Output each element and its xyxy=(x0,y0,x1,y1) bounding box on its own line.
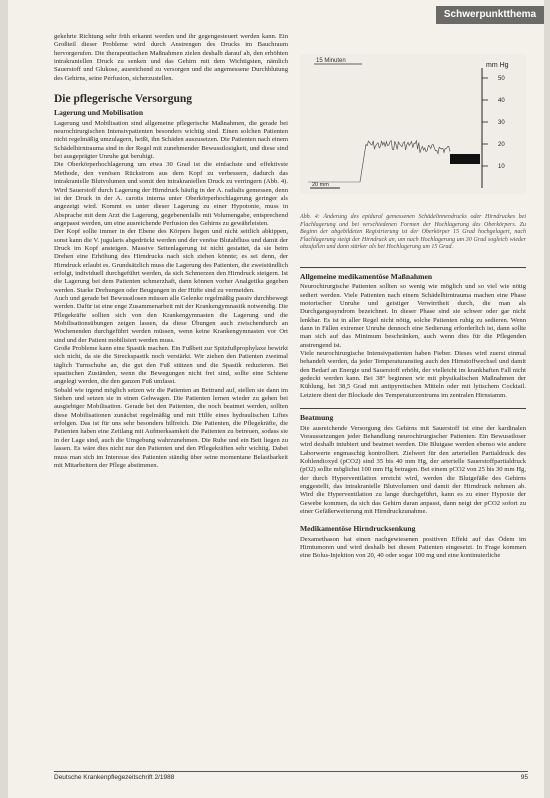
scale-bar-label: 20 mm xyxy=(312,182,329,188)
paragraph: Lagerung und Mobilisation sind allgemeine pflegerische Maßnahmen, die gerade bei neurochirurgischen Intensivpatienten besonders wichtig sind. Einen solchen Patienten nicht regelmäßig umzulagern, heißt, ihn Schäden auszusetzen. Die Patienten nach einem Schädelhirntrauma sind in der Regel mit zunehmender Bewusstlosigkeit, und diese sind bei ausgeprägter Unruhe gut beruhigt. xyxy=(54,119,288,161)
paragraph: Viele neurochirurgische Intensivpatienten haben Fieber. Dieses wird zuerst einmal behandelt werden, da jeder Temperaturanstieg auch den Hirnstoffwechsel und damit den Bedarf an Energie und Sauerstoff erhöht, der vielleicht im krankhaften Fall nicht gedeckt werden kann. Bei 38° beginnen wir mit physikalischen Maßnahmen der Kühlung, bei 38,5 Grad mit antipyretischen Mitteln oder mit lytischem Cocktail. Letztere dient der Blockade des Temperaturzentrums im zentralen Hirnstamm. xyxy=(300,350,526,399)
y-tick-label: 20 xyxy=(498,142,505,148)
figure-background xyxy=(300,54,526,194)
paragraph: Die Oberkörperhochlagerung um etwa 30 Grad ist die einfachste und effektivste Methode, den venösen Rückstrom aus dem Kopf zu verbessern, dadurch das intrakranielle Blutvolumen und somit den intrakraniellen Druck zu verringern (Abb. 4). Wird Sauerstoff durch Lagerung der Hirndruck häufig in der A. radialis gemessen, denn ist der Druck in der A. carotis interna unter Oberkörperhochlagerung geringer als angezeigt wird. Kommt es unter dieser Lagerung zu einer Hypotonie, muss in Absprache mit dem Arzt die Lagerung, gegebenenfalls mit Volumengabe, entsprechend angepasst werden, um eine ausreichende Perfusion des Gehirns zu gewährleisten. xyxy=(54,161,288,227)
y-axis-unit: mm Hg xyxy=(486,62,509,69)
article-heading: Die pflegerische Versorgung xyxy=(54,93,192,106)
page-number: 95 xyxy=(520,774,528,781)
paragraph: Große Probleme kann eine Spastik machen. Ein Fußbett zur Spitzfußprophylaxe bewirkt sich nicht, da sie die Streckspastik noch verstärkt. Wir ziehen den Patienten zweimal täglich Turnschuhe an, die gut den Fuß stützen und die Spastik reduzieren. Bei spastischen Zuständen, wenn die Bewegungen nicht frei sind, sollte eine Schiene angelegt werden, die den ganzen Fuß umfasst. xyxy=(54,345,288,386)
journal-page xyxy=(8,0,544,798)
y-tick-label: 30 xyxy=(498,120,505,126)
paragraph: Die ausreichende Versorgung des Gehirns mit Sauerstoff ist eine der kardinalen Voraussetzungen jeder Behandlung neurochirurgischer Patienten. Ein Bewusstloser wird deshalb intubiert und beatmet werden. Die Blutgase werden ebenso wie andere Laborwerte engmaschig kontrolliert. Zielwert für den arteriellen Partialdruck des Kohlendioxyd (pCO2) sind 35 bis 40 mm Hg, der arterielle Sauerstoffpartialdruck (pO2) sollte möglichst 100 mm Hg betragen. Bei einem pCO2 von 25 bis 30 mm Hg, der durch Hyperventilation erreicht wird, werden die Blutgefäße des Gehirns enggestellt, das intrakranielle Blutvolumen und damit der Hirndruck nehmen ab. Wird die Hyperventilation zu lange durchgeführt, kann es zu einer Hypoxie der Gewebe kommen, da sich das Gehirn daran anpasst, dann neigt der pCO2 sofort zu einer Gefäßerweiterung mit Hirndruckzunahme. xyxy=(300,424,526,515)
y-tick-label: 10 xyxy=(498,164,505,170)
paragraph: Der Kopf sollte immer in der Ebene des Körpers liegen und nicht seitlich abkippen, sonst kann die V. jugularis abgedrückt werden und der venöse Blutabfluss und damit der Druck im Kopf ansteigen. Massive Seitenlagerung ist nicht gestattet, da sie beim Drehen eine Erhöhung des Hirndrucks nach sich ziehen könnte; es sei denn, der Hirndruck erlaubt es. Grundsätzlich muss die Lagerung des Patienten, die zweistündlich erfolgt, individuell durchgeführt werden, da sich Schmerzen den Hirndruck steigern. Ist die Lagerung bei dem Patienten schmerzhaft, dann können vorher Analgetika gegeben werden. Starke Drehungen oder Beugungen in der Hüfte sind zu vermeiden. xyxy=(54,228,288,294)
pressure-recording-figure xyxy=(300,54,526,194)
pressure-block xyxy=(450,154,480,164)
subheading-beatmung: Beatmung xyxy=(300,413,334,423)
page-footer xyxy=(54,771,528,781)
paragraph: Auch und gerade bei Bewusstlosen müssen alle Gelenke regelmäßig passiv durchbewegt werden. Dafür ist eine enge Zusammenarbeit mit der Krankengymnastik notwendig. Die Pflegekräfte sollten sich von den Krankengymnasten die Lagerung und die Mobilisationsübungen zeigen lassen, da diese Übungen auch zwischendurch an Wochenenden durchgeführt werden müssen, wenn keine Krankengymnasten vor Ort sind und der Patient mobilisiert werden muss. xyxy=(54,294,289,344)
subheading-medikamentoes: Medikamentöse Hirndrucksenkung xyxy=(300,524,416,534)
subheading-allgemein: Allgemeine medikamentöse Maßnahmen xyxy=(300,272,433,281)
paragraph: Dexamethason hat einen nachgewiesenen positiven Effekt auf das Ödem im Hirntumoren und wird deshalb bei diesen Patienten eingesetzt. In Frage kommen eine Bolus-Injektion von 20, 40 oder sogar 100 mg und eine kontinuierliche xyxy=(300,535,526,560)
paragraph: Sobald wie irgend möglich setzen wir die Patienten an Bettrand auf, stellen sie dann im Stehen und setzen sie in einen Gehwagen. Die Patienten lernen wieder zu gehen bei ausgiebiger Mobilisation. Gerade bei den Patienten, die noch beatmet werden, sollten diese Mobilisationen zunächst regelmäßig und mit Hilfe eines hydraulischen Liftes erfolgen. Das ist für uns sehr besonders hilfreich. Die Patienten, die Pflegekräfte, die Patienten haben eine Zeitlang mit Aufmerksamkeit die Patienten zu betreuen, sodass sie in der Lage sind, auch die Umgebung wahrzunehmen. Die Ruhe und ein Bett liegen zu lassen. Es wäre dies nicht nur den Patienten und den Pflegekräften sehr wichtig. Dabei muss man sich im Interesse des Patienten ständig über seine momentane Belastbarkeit mit Mitarbeitern der Pflege abstimmen. xyxy=(54,386,288,469)
left-column xyxy=(54,33,288,470)
right-column xyxy=(300,267,526,561)
subheading-lagerung: Lagerung und Mobilisation xyxy=(54,108,144,118)
y-tick-label: 50 xyxy=(498,76,505,82)
page-header xyxy=(8,0,544,22)
time-marker-label: 15 Minuten xyxy=(316,58,346,64)
figure-caption: Abb. 4: Änderung des epidural gemessenen Schädelinnendrucks oder Hirndruckes bei Flachlagerung und bei verschiedenen Formen der Hochlagerung des Oberkörpers. Zu Beginn der abgebildeten Registrierung ist der Oberkörper 15 Grad hochgelagert, nach Flachlagerung steigt der Hirndruck an, um nach Hochlagerung um 30 Grad sogleich wieder abzufallen und dann stärker als bei Hochlagerung um 15 Grad. xyxy=(300,214,526,250)
section-rule xyxy=(300,408,526,409)
y-tick-label: 40 xyxy=(498,98,505,104)
section-rule xyxy=(300,267,526,268)
section-label: Schwerpunktthema xyxy=(436,6,544,24)
paragraph: Neurochirurgische Patienten sollten so wenig wie möglich und so viel wie nötig sediert werden. Viele Patienten nach einem Schädelhirntrauma machen eine Phase motorischer Unruhe und geistiger Verwirrtheit durch, die man als Durchgangssyndrom bezeichnet. In dieser Phase sind sie schwer oder gar nicht lenkbar. Es ist in aller Regel nicht nötig, solche Patienten ruhig zu sedieren. Wenn dann in Fällen extremer Unruhe dennoch eine Sedierung erforderlich ist, dann sollte man sich auf das Minimum beschränken, auch wenn dies für die Pflegenden anstrengend ist. xyxy=(300,283,526,349)
intro-paragraph: gekehrte Richtung sehr früh erkannt werden und ihr gegengesteuert werden kann. Ein Großteil dieser Probleme wird durch Anstrengen des Drucks im Bauchraum hervorgerufen. Die therapeutischen Maßnahmen zielen deshalb darauf ab, den erhöhten intrakraniellen Druck zu senken und das Gehirn mit dem Wichtigsten, nämlich Sauerstoff und Glukose, ausreichend zu versorgen und die angemessene Durchblutung des Gehirns, seine Perfusion, sicherzustellen. xyxy=(54,33,288,82)
journal-citation: Deutsche Krankenpflegezeitschrift 2/1988 xyxy=(54,774,175,781)
